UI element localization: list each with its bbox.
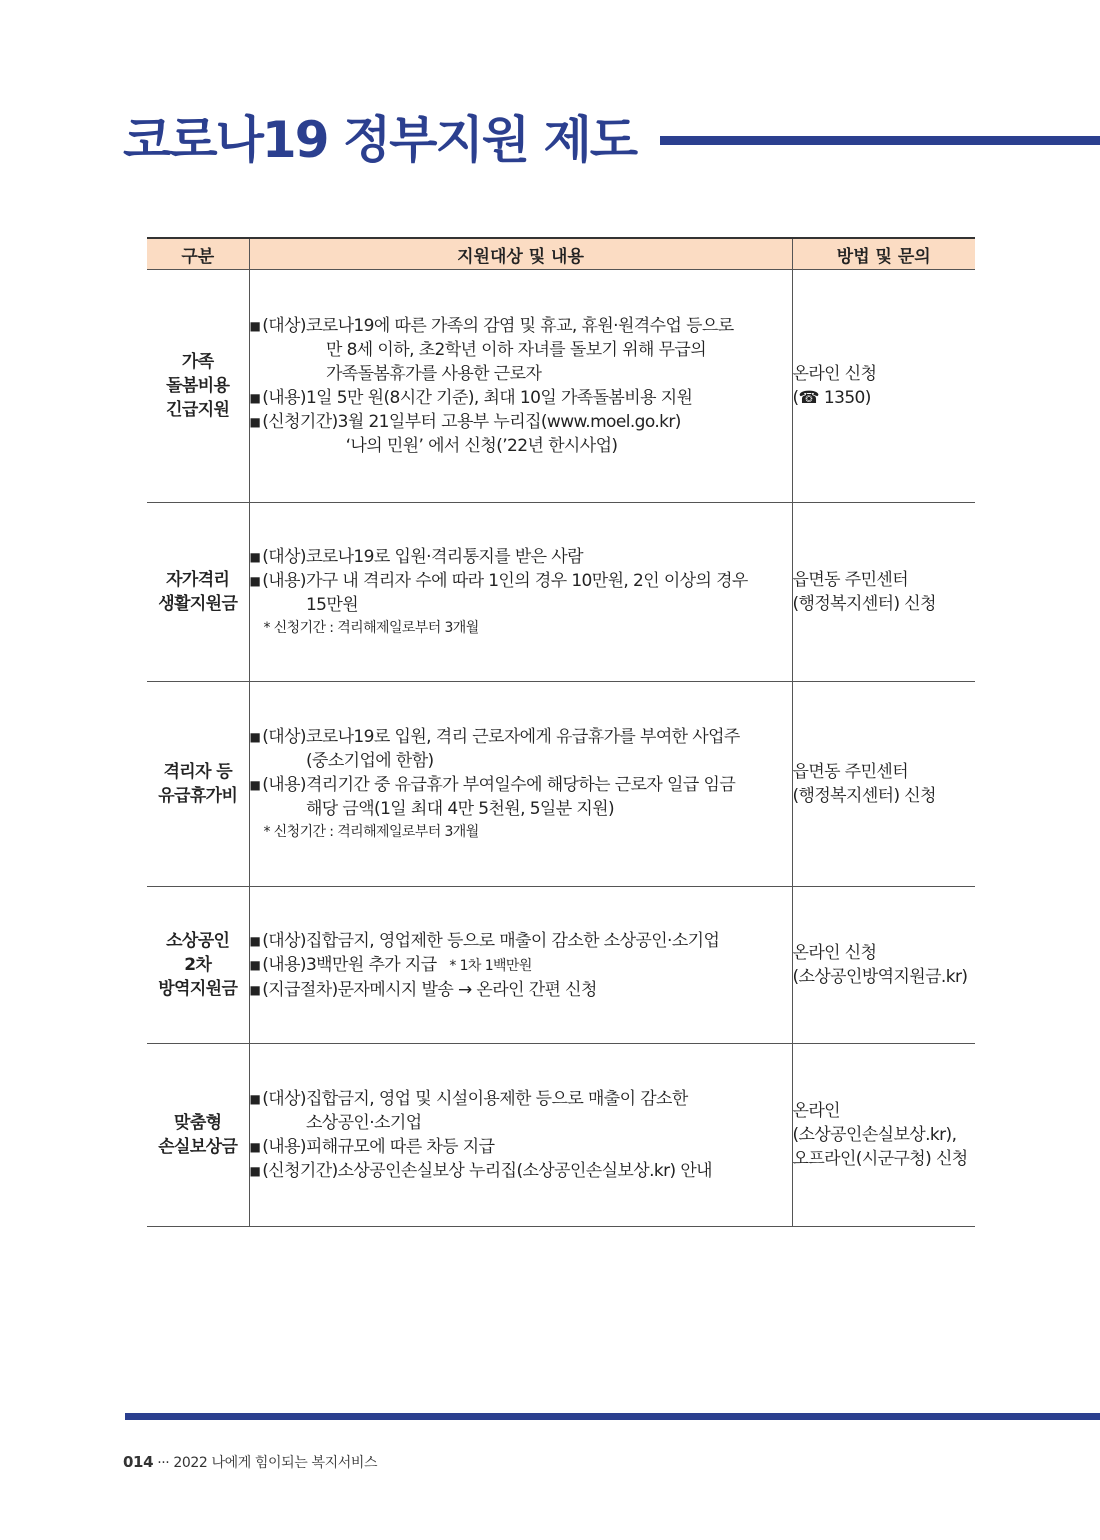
category-line: 맞춤형: [174, 1113, 222, 1133]
header-content: 지원대상 및 내용: [249, 238, 792, 270]
table-row: [147, 503, 975, 682]
square-bullet-icon: ■: [249, 982, 261, 997]
item-line: ‘나의 민원’ 에서 신청(’22년 한시사업): [345, 436, 618, 456]
list-item: [250, 386, 792, 410]
item-tag: (신청기간): [262, 412, 338, 432]
item-line: 코로나19에 따른 가족의 감염 및 휴교, 휴원·원격수업 등으로: [305, 316, 734, 336]
square-bullet-icon: ■: [249, 574, 261, 588]
method-line: (행정복지센터) 신청: [792, 594, 936, 614]
row-content: [249, 682, 792, 887]
category-line: 손실보상금: [158, 1137, 238, 1157]
item-line: 15만원: [305, 595, 359, 615]
list-item: [250, 953, 792, 978]
support-table: [147, 237, 975, 1227]
item-line: 집합금지, 영업제한 등으로 매출이 감소한 소상공인·소기업: [305, 930, 720, 951]
item-line: 3월 21일부터 고용부 누리집(www.moel.go.kr): [337, 412, 681, 432]
category-line: 생활지원금: [158, 594, 238, 614]
item-line: 문자메시지 발송 → 온라인 간편 신청: [337, 979, 597, 1000]
category-line: 긴급지원: [166, 400, 230, 420]
item-line: 코로나19로 입원·격리통지를 받은 사람: [305, 547, 583, 567]
category-line: 방역지원금: [158, 979, 238, 999]
item-line: 집합금지, 영업 및 시설이용제한 등으로 매출이 감소한: [305, 1089, 688, 1109]
footer-rule: [125, 1413, 1100, 1420]
row-content: [249, 1044, 792, 1227]
row-category: [147, 270, 249, 503]
page-number: 014: [123, 1453, 154, 1471]
method-line: (소상공인손실보상.kr),: [792, 1125, 957, 1145]
item-line: 피해규모에 따른 차등 지급: [305, 1137, 495, 1157]
item-line: 해당 금액(1일 최대 4만 5천원, 5일분 지원): [305, 799, 615, 819]
table-row: [147, 682, 975, 887]
table-row: [147, 1044, 975, 1227]
method-line: 온라인 신청: [792, 943, 877, 963]
row-method: [792, 1044, 975, 1227]
square-bullet-icon: ■: [249, 957, 261, 972]
list-item: [250, 545, 792, 569]
method-line: 읍면동 주민센터: [792, 762, 909, 782]
row-method: [792, 887, 975, 1044]
square-bullet-icon: ■: [249, 415, 261, 429]
square-bullet-icon: ■: [249, 550, 261, 564]
row-method: [792, 503, 975, 682]
item-tag: (대상): [262, 727, 306, 747]
item-tag: (내용): [262, 954, 306, 975]
square-bullet-icon: ■: [249, 1140, 261, 1154]
square-bullet-icon: ■: [249, 1164, 261, 1178]
page-title: 코로나19 정부지원 제도: [123, 111, 637, 169]
square-bullet-icon: ■: [249, 391, 261, 405]
item-tag: (내용): [262, 388, 306, 408]
list-item: [250, 1135, 792, 1159]
row-content: [249, 503, 792, 682]
item-tag: (내용): [262, 571, 306, 591]
item-line: 만 8세 이하, 초2학년 이하 자녀를 돌보기 위해 무급의: [325, 340, 707, 360]
list-item: [250, 410, 792, 458]
category-line: 자가격리: [166, 570, 230, 590]
method-line: 온라인 신청: [792, 364, 877, 384]
row-category: [147, 887, 249, 1044]
item-tag: (내용): [262, 775, 306, 795]
square-bullet-icon: ■: [249, 1092, 261, 1106]
item-line: 코로나19로 입원, 격리 근로자에게 유급휴가를 부여한 사업주: [305, 727, 740, 747]
table-header-row: [147, 238, 975, 270]
list-item: [250, 929, 792, 953]
method-line: (소상공인방역지원금.kr): [792, 967, 968, 987]
item-line: 소상공인·소기업: [305, 1113, 422, 1133]
category-line: 2차: [184, 955, 212, 975]
row-method: [792, 270, 975, 503]
item-line: 격리기간 중 유급휴가 부여일수에 해당하는 근로자 일급 임금: [305, 775, 736, 795]
table-row: [147, 887, 975, 1044]
method-line: 읍면동 주민센터: [792, 570, 909, 590]
item-tag: (신청기간): [262, 1161, 338, 1181]
footer-text: 2022 나에게 힘이되는 복지서비스: [173, 1455, 378, 1471]
item-line: 가족돌봄휴가를 사용한 근로자: [325, 364, 542, 384]
list-item: [250, 569, 792, 617]
method-line: 온라인: [792, 1101, 840, 1121]
list-item: [250, 1087, 792, 1135]
item-line: 소상공인손실보상 누리집(소상공인손실보상.kr) 안내: [337, 1161, 712, 1181]
square-bullet-icon: ■: [249, 730, 261, 744]
square-bullet-icon: ■: [249, 933, 261, 948]
item-tag: (대상): [262, 316, 306, 336]
category-line: 소상공인: [166, 931, 230, 951]
row-method: [792, 682, 975, 887]
category-line: 돌봄비용: [166, 376, 230, 396]
item-line: (중소기업에 한함): [305, 751, 434, 771]
row-content: [249, 270, 792, 503]
page-footer: [123, 1452, 377, 1472]
method-line: (☎ 1350): [792, 388, 871, 408]
category-line: 격리자 등: [163, 762, 233, 782]
item-line: 1일 5만 원(8시간 기준), 최대 10일 가족돌봄비용 지원: [305, 388, 693, 408]
list-item: [250, 1159, 792, 1183]
item-tag: (대상): [262, 547, 306, 567]
list-item: [250, 978, 792, 1002]
list-item: [250, 725, 792, 773]
row-category: [147, 682, 249, 887]
inline-footnote: * 1차 1백만원: [449, 957, 532, 974]
header-method: 방법 및 문의: [792, 238, 975, 270]
method-line: (행정복지센터) 신청: [792, 786, 936, 806]
category-line: 가족: [181, 352, 214, 372]
square-bullet-icon: ■: [249, 319, 261, 333]
row-category: [147, 503, 249, 682]
footnote: * 신청기간 : 격리해제일로부터 3개월: [263, 824, 479, 840]
category-line: 유급휴가비: [158, 786, 238, 806]
item-tag: (대상): [262, 930, 306, 951]
footer-separator: ···: [157, 1455, 170, 1471]
item-line: 3백만원 추가 지급: [305, 954, 437, 975]
method-line: 오프라인(시군구청) 신청: [792, 1149, 968, 1169]
list-item: [250, 773, 792, 821]
table-row: [147, 270, 975, 503]
row-content: [249, 887, 792, 1044]
row-category: [147, 1044, 249, 1227]
header-category: 구분: [147, 238, 249, 270]
square-bullet-icon: ■: [249, 778, 261, 792]
item-tag: (내용): [262, 1137, 306, 1157]
title-rule: [660, 136, 1100, 145]
item-line: 가구 내 격리자 수에 따라 1인의 경우 10만원, 2인 이상의 경우: [305, 571, 748, 591]
item-tag: (지급절차): [262, 979, 338, 1000]
item-tag: (대상): [262, 1089, 306, 1109]
list-item: [250, 314, 792, 386]
footnote: * 신청기간 : 격리해제일로부터 3개월: [263, 620, 479, 636]
